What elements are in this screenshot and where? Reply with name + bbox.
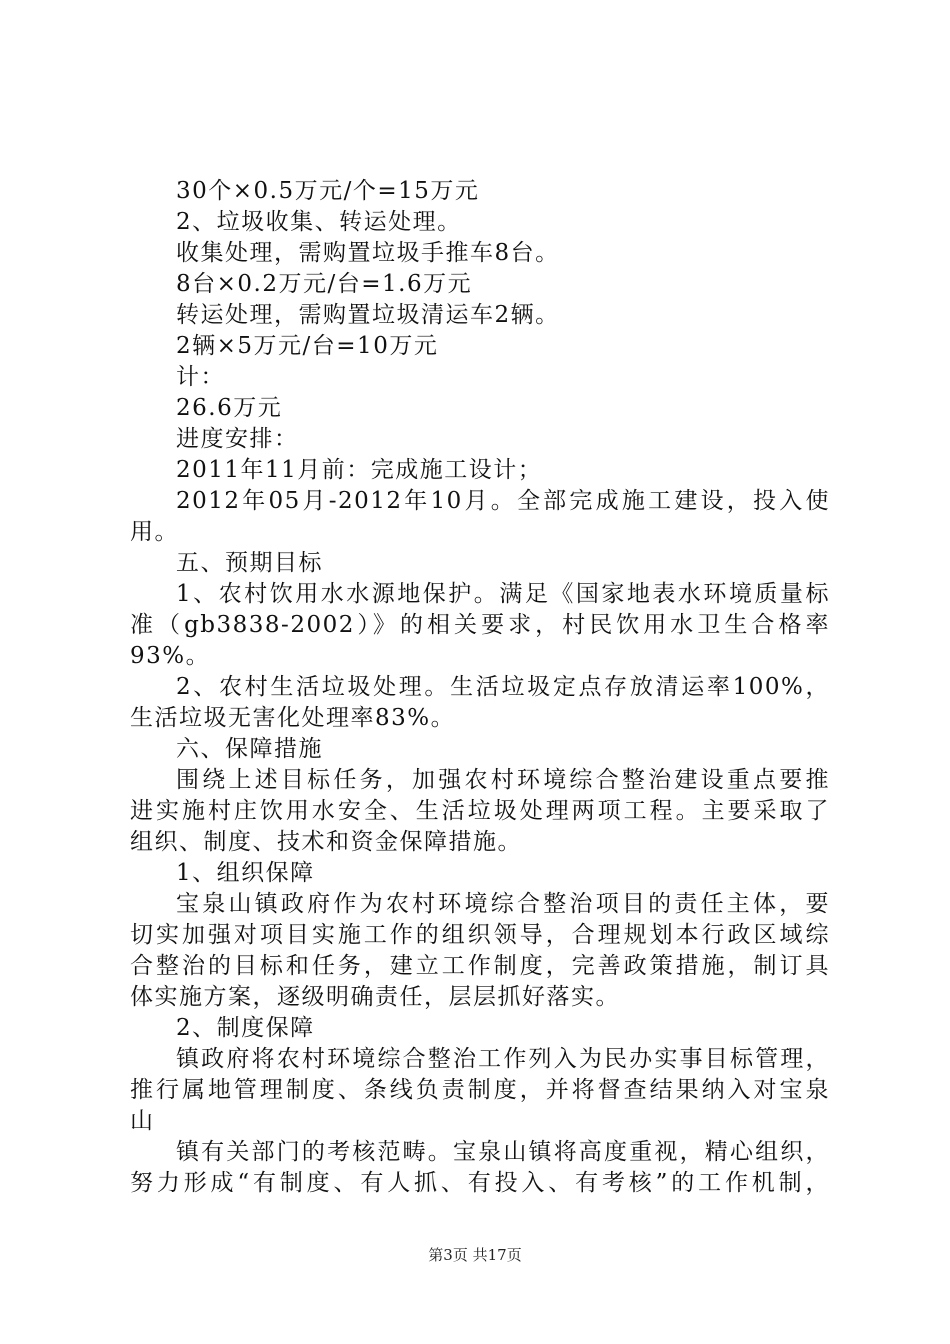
text-line: 26.6万元 [176,395,283,421]
text-line: 转运处理，需购置垃圾清运车2辆。 [176,302,560,328]
text-line: 生活垃圾无害化处理率83%。 [130,705,456,731]
text-line: 2012年05月-2012年10月。全部完成施工建设，投入使 [176,488,830,514]
text-line: 围绕上述目标任务，加强农村环境综合整治建设重点要推 [176,767,830,793]
text-line: 2辆×5万元/台=10万元 [176,333,439,359]
subsection-heading: 2、制度保障 [176,1015,315,1041]
text-line: 合整治的目标和任务，建立工作制度，完善政策措施，制订具 [130,953,830,979]
section-heading: 六、保障措施 [176,736,323,762]
text-line: 30个×0.5万元/个=15万元 [176,178,480,204]
text-line: 2011年11月前：完成施工设计； [176,457,543,483]
subsection-heading: 1、组织保障 [176,860,315,886]
text-line: 体实施方案，逐级明确责任，层层抓好落实。 [130,984,620,1010]
text-line: 收集处理，需购置垃圾手推车8台。 [176,240,560,266]
text-line: 用。 [130,519,179,545]
text-line: 镇有关部门的考核范畴。宝泉山镇将高度重视，精心组织， [176,1139,830,1165]
text-line: 山 [130,1108,155,1134]
text-line: 努力形成“有制度、有人抓、有投入、有考核”的工作机制， [130,1170,830,1196]
text-line: 组织、制度、技术和资金保障措施。 [130,829,522,855]
document-body [130,176,830,1199]
text-line: 进度安排： [176,426,299,452]
text-line: 宝泉山镇政府作为农村环境综合整治项目的责任主体，要 [176,891,830,917]
text-line: 2、农村生活垃圾处理。生活垃圾定点存放清运率100%， [176,674,830,700]
text-line: 切实加强对项目实施工作的组织领导，合理规划本行政区域综 [130,922,830,948]
section-heading: 五、预期目标 [176,550,323,576]
text-line: 93%。 [130,643,211,669]
text-line: 镇政府将农村环境综合整治工作列入为民办实事目标管理， [176,1046,830,1072]
text-line: 进实施村庄饮用水安全、生活垃圾处理两项工程。主要采取了 [130,798,830,824]
text-line: 计： [176,364,225,390]
text-line: 准（gb3838-2002）》的相关要求，村民饮用水卫生合格率 [130,612,830,638]
text-line: 8台×0.2万元/台=1.6万元 [176,271,473,297]
text-line: 1、农村饮用水水源地保护。满足《国家地表水环境质量标 [176,581,830,607]
page-number-footer: 第3页 共17页 [428,1246,522,1264]
text-line: 2、垃圾收集、转运处理。 [176,209,462,235]
text-line: 推行属地管理制度、条线负责制度，并将督查结果纳入对宝泉 [130,1077,830,1103]
